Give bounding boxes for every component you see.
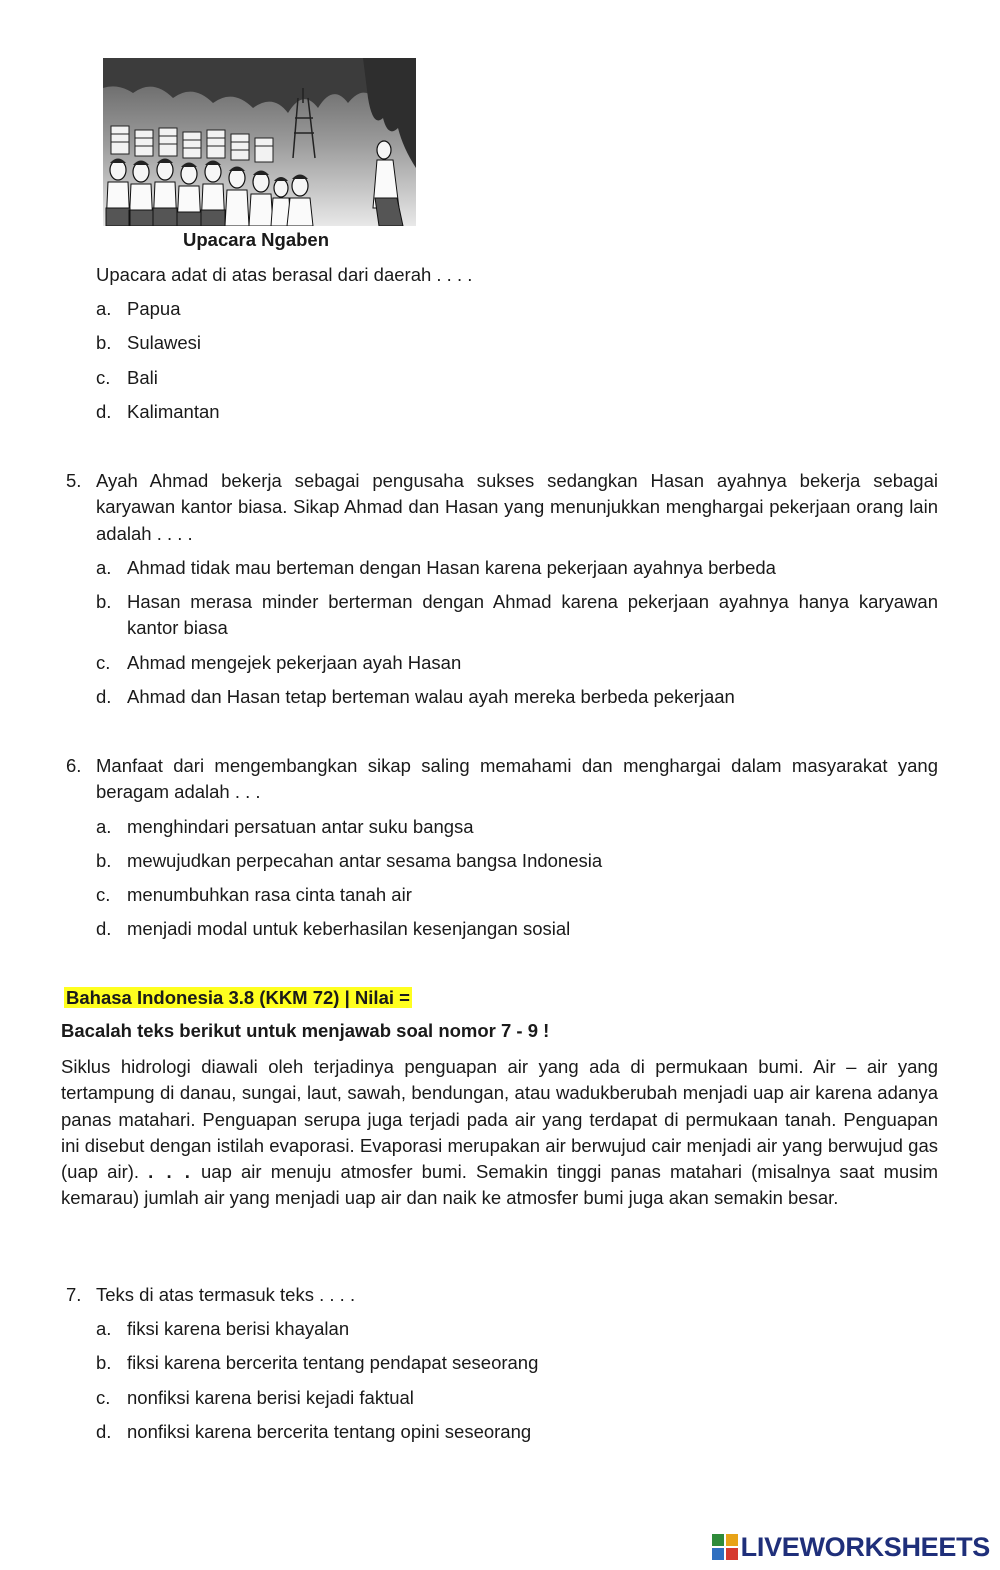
option-letter: b. — [96, 332, 112, 354]
q6-option-d-letter: d. — [96, 918, 112, 939]
q5-option-a-text[interactable]: Ahmad tidak mau berteman dengan Hasan karena pekerjaan ayahnya berbeda — [127, 557, 776, 578]
q5-option-c-letter: c. — [96, 652, 111, 673]
liveworksheets-logo-icon — [712, 1534, 738, 1560]
q5-option-d-letter: d. — [96, 686, 112, 707]
q5-option-c-text[interactable]: Ahmad mengejek pekerjaan ayah Hasan — [127, 652, 462, 673]
q7-option-b-text[interactable]: fiksi karena bercerita tentang pendapat seseorang — [127, 1352, 539, 1373]
section-heading-text: Bahasa Indonesia 3.8 (KKM 72) | Nilai = — [66, 987, 410, 1008]
option-text: Sulawesi — [127, 332, 202, 354]
q7-option-d-text[interactable]: nonfiksi karena bercerita tentang opini seseorang — [127, 1421, 532, 1442]
q7-option-b-letter: b. — [96, 1352, 112, 1373]
passage-part-1: Siklus hidrologi diawali oleh terjadinya penguapan air yang ada di permukaan bumi. Air – air yang tertampung di danau, sungai, laut, sawah, bendungan, atau wadukberubah menjadi uap air karena adanya panas matahari. Penguapan serupa juga terjadi pada air yang terdapat di permukaan tanah. Penguapan ini disebut dengan istilah evaporasi. Evaporasi merupakan air berwujud cair menjadi air yang berwujud gas (uap air). — [61, 1056, 938, 1183]
option-text: Bali — [127, 366, 158, 388]
ngaben-image — [103, 58, 416, 226]
q7-option-c-letter: c. — [96, 1387, 111, 1408]
q6-option-c-text[interactable]: menumbuhkan rasa cinta tanah air — [127, 884, 412, 905]
q6-option-c-letter: c. — [96, 884, 111, 905]
question-4-text: Upacara adat di atas berasal dari daerah . . . . — [96, 264, 473, 285]
q7-option-a-text[interactable]: fiksi karena berisi khayalan — [127, 1318, 350, 1339]
section-instruction: Bacalah teks berikut untuk menjawab soal nomor 7 - 9 ! — [61, 1020, 550, 1041]
logo-wordmark: LIVEWORKSHEETS — [740, 1531, 990, 1562]
passage-blank: . . . — [148, 1161, 192, 1183]
ngaben-ceremony-illustration — [103, 58, 416, 226]
q6-option-a-letter: a. — [96, 816, 112, 837]
figure-caption: Upacara Ngaben — [183, 229, 329, 250]
q5-option-b-text[interactable]: Hasan merasa minder berterman dengan Ahmad karena pekerjaan ayahnya hanya karyawan kantor biasa — [127, 591, 938, 639]
q7-option-d-letter: d. — [96, 1421, 112, 1442]
option-letter: a. — [96, 298, 112, 319]
option-text: Papua — [127, 298, 181, 319]
question-5-number: 5. — [66, 470, 82, 491]
q5-option-a-letter: a. — [96, 557, 112, 578]
q5-option-d-text[interactable]: Ahmad dan Hasan tetap berteman walau ayah mereka berbeda pekerjaan — [127, 686, 735, 707]
question-5-text: Ayah Ahmad bekerja sebagai pengusaha sukses sedangkan Hasan ayahnya bekerja sebagai karyawan kantor biasa. Sikap Ahmad dan Hasan yang menunjukkan menghargai pekerjaan orang lain adalah . . . . — [96, 470, 938, 544]
option-letter: d. — [96, 400, 112, 422]
passage-part-2: uap air menuju atmosfer bumi. Semakin tinggi panas matahari (misalnya saat musim kemarau) jumlah air yang menjadi uap air dan naik ke atmosfer bumi juga akan semakin besar. — [61, 1161, 939, 1209]
option-text: Kalimantan — [127, 400, 220, 422]
q6-option-d-text[interactable]: menjadi modal untuk keberhasilan kesenjangan sosial — [127, 918, 571, 939]
option-b[interactable] — [96, 330, 220, 364]
section-heading — [64, 985, 412, 1011]
question-6-number: 6. — [66, 755, 82, 776]
option-c[interactable] — [96, 365, 220, 399]
q6-option-a-text[interactable]: menghindari persatuan antar suku bangsa — [127, 816, 474, 837]
q6-option-b-letter: b. — [96, 850, 112, 871]
question-7-text: Teks di atas termasuk teks . . . . — [96, 1284, 356, 1305]
q5-option-b-letter: b. — [96, 591, 112, 612]
question-7-number: 7. — [66, 1284, 82, 1305]
option-d[interactable] — [96, 399, 220, 433]
reading-passage — [61, 1054, 938, 1212]
liveworksheets-logo[interactable] — [712, 1532, 990, 1562]
option-letter: c. — [96, 366, 111, 388]
question-4-options — [96, 296, 220, 433]
q7-option-c-text[interactable]: nonfiksi karena berisi kejadi faktual — [127, 1387, 414, 1408]
q7-option-a-letter: a. — [96, 1318, 112, 1339]
q6-option-b-text[interactable]: mewujudkan perpecahan antar sesama bangsa Indonesia — [127, 850, 603, 871]
question-6-text: Manfaat dari mengembangkan sikap saling memahami dan menghargai dalam masyarakat yang beragam adalah . . . — [96, 755, 938, 803]
option-a[interactable] — [96, 296, 220, 330]
